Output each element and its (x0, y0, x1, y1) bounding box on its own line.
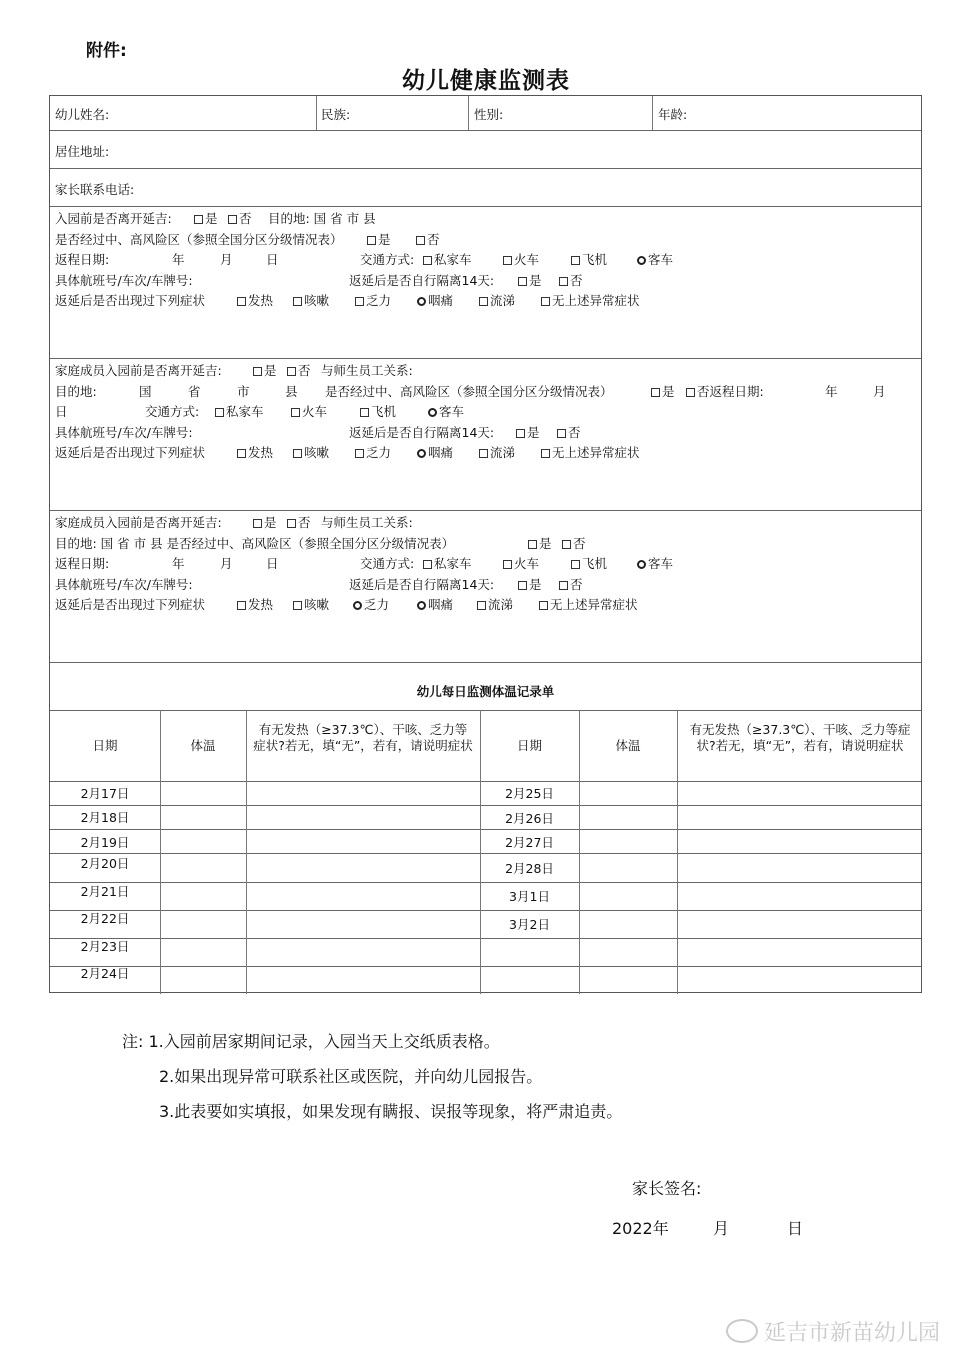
header-symptoms: 有无发热（≥37.3℃）、干咳、乏力等症状?若无，填“无”，若有，请说明症状 (253, 722, 473, 753)
table-row-date: 2月21日 (80, 884, 130, 899)
attachment-label: 附件: (86, 41, 127, 61)
radio-selected[interactable] (417, 297, 426, 306)
header-date: 日期 (92, 738, 118, 753)
checkbox[interactable] (355, 449, 364, 458)
parent-signature-label: 家长签名: (632, 1179, 702, 1198)
checkbox[interactable] (479, 297, 488, 306)
checkbox[interactable] (293, 449, 302, 458)
checkbox[interactable] (528, 540, 537, 549)
checkbox[interactable] (291, 408, 300, 417)
temperature-table-title: 幼儿每日监测体温记录单 (416, 684, 555, 699)
checkbox[interactable] (228, 215, 237, 224)
watermark-text: 延吉市新苗幼儿园 (763, 1321, 940, 1346)
checkbox[interactable] (367, 236, 376, 245)
checkbox[interactable] (253, 367, 262, 376)
table-row-date: 2月25日 (505, 786, 554, 801)
checkbox[interactable] (215, 408, 224, 417)
radio-selected[interactable] (428, 408, 437, 417)
note-3: 3.此表要如实填报，如果发现有瞒报、误报等现象，将严肃追责。 (159, 1102, 623, 1121)
child-name-label: 幼儿姓名: (55, 107, 110, 122)
table-row-date: 2月23日 (80, 939, 130, 954)
form-title: 幼儿健康监测表 (402, 68, 570, 94)
family-travel-section-1: 家庭成员入园前是否离开延吉: 是 否 与师生员工关系: 目的地: 国 省 市 县 是否经过中、高风险区（参照全国分区分级情况表） 是 否返程日期: 年 月 日 交通方式: 私家车 火车 飞机 客车 具体航班号/车次/车牌号: 返延后是否自行隔离14天: 是 否 返延后是否出现过下列症状 发热 咳嗽 乏力 咽痛 流涕 无上述异常症状 (55, 363, 886, 460)
table-row-date: 2月17日 (80, 786, 130, 801)
health-form (49, 95, 922, 993)
checkbox[interactable] (539, 601, 548, 610)
checkbox[interactable] (557, 429, 566, 438)
address-label: 居住地址: (55, 144, 110, 159)
checkbox[interactable] (686, 388, 695, 397)
ethnic-label: 民族: (321, 107, 351, 122)
child-travel-section: 入园前是否离开延吉: 是 否 目的地: 国 省 市 县 是否经过中、高风险区（参照全国分区分级情况表） 是 否 返程日期: 年 月 日 交通方式: 私家车 火车 飞机 客车 具体航班号/车次/车牌号: 返延后是否自行隔离14天: 是 否 返延后是否出现过下列症状 发热 咳嗽 乏力 咽痛 流涕 无上述异常症状 (55, 211, 674, 308)
checkbox[interactable] (416, 236, 425, 245)
table-row-date: 2月24日 (80, 966, 130, 981)
checkbox[interactable] (293, 297, 302, 306)
checkbox[interactable] (571, 256, 580, 265)
checkbox[interactable] (559, 581, 568, 590)
radio-selected[interactable] (417, 449, 426, 458)
table-row-date: 2月19日 (80, 835, 130, 850)
watermark (726, 1316, 940, 1347)
checkbox[interactable] (562, 540, 571, 549)
checkbox[interactable] (571, 560, 580, 569)
phone-label: 家长联系电话: (55, 182, 135, 197)
table-row-date: 2月20日 (80, 856, 130, 871)
header-date: 日期 (516, 738, 542, 753)
signature-month: 月 (713, 1219, 730, 1238)
signature-year: 2022年 (612, 1219, 669, 1238)
table-row-date: 3月2日 (509, 917, 550, 932)
checkbox[interactable] (479, 449, 488, 458)
table-row-date: 2月22日 (80, 911, 130, 926)
radio-selected[interactable] (353, 601, 362, 610)
checkbox[interactable] (651, 388, 660, 397)
table-row-date: 3月1日 (509, 889, 550, 904)
checkbox[interactable] (516, 429, 525, 438)
header-temperature: 体温 (190, 738, 216, 753)
checkbox[interactable] (237, 449, 246, 458)
header-temperature: 体温 (615, 738, 641, 753)
note-1: 注: 1.入园前居家期间记录，入园当天上交纸质表格。 (122, 1032, 500, 1051)
checkbox[interactable] (293, 601, 302, 610)
signature-day: 日 (787, 1219, 804, 1238)
checkbox[interactable] (355, 297, 364, 306)
radio-selected[interactable] (637, 560, 646, 569)
radio-selected[interactable] (417, 601, 426, 610)
checkbox[interactable] (287, 519, 296, 528)
checkbox[interactable] (287, 367, 296, 376)
table-row-date: 2月18日 (80, 810, 130, 825)
wechat-icon (726, 1319, 758, 1343)
checkbox[interactable] (477, 601, 486, 610)
checkbox[interactable] (253, 519, 262, 528)
checkbox[interactable] (518, 581, 527, 590)
checkbox[interactable] (360, 408, 369, 417)
checkbox[interactable] (541, 449, 550, 458)
radio-selected[interactable] (637, 256, 646, 265)
checkbox[interactable] (194, 215, 203, 224)
family-travel-section-2: 家庭成员入园前是否离开延吉: 是 否 与师生员工关系: 目的地: 国 省 市 县 是否经过中、高风险区（参照全国分区分级情况表） 是 否 返程日期: 年 月 日 交通方式: 私家车 火车 飞机 客车 具体航班号/车次/车牌号: 返延后是否自行隔离14天: 是 否 返延后是否出现过下列症状 发热 咳嗽 乏力 咽痛 流涕 无上述异常症状 (55, 515, 674, 612)
checkbox[interactable] (503, 560, 512, 569)
checkbox[interactable] (237, 601, 246, 610)
notes (122, 1024, 622, 1129)
gender-label: 性别: (474, 107, 504, 122)
checkbox[interactable] (423, 256, 432, 265)
note-2: 2.如果出现异常可联系社区或医院，并向幼儿园报告。 (159, 1067, 543, 1086)
table-row-date: 2月26日 (505, 811, 554, 826)
checkbox[interactable] (423, 560, 432, 569)
checkbox[interactable] (518, 277, 527, 286)
table-row-date: 2月28日 (505, 861, 554, 876)
age-label: 年龄: (658, 107, 688, 122)
checkbox[interactable] (541, 297, 550, 306)
checkbox[interactable] (237, 297, 246, 306)
checkbox[interactable] (559, 277, 568, 286)
table-row-date: 2月27日 (505, 835, 554, 850)
header-symptoms: 有无发热（≥37.3℃）、干咳、乏力等症状?若无，填“无”，若有，请说明症状 (689, 722, 911, 753)
checkbox[interactable] (503, 256, 512, 265)
